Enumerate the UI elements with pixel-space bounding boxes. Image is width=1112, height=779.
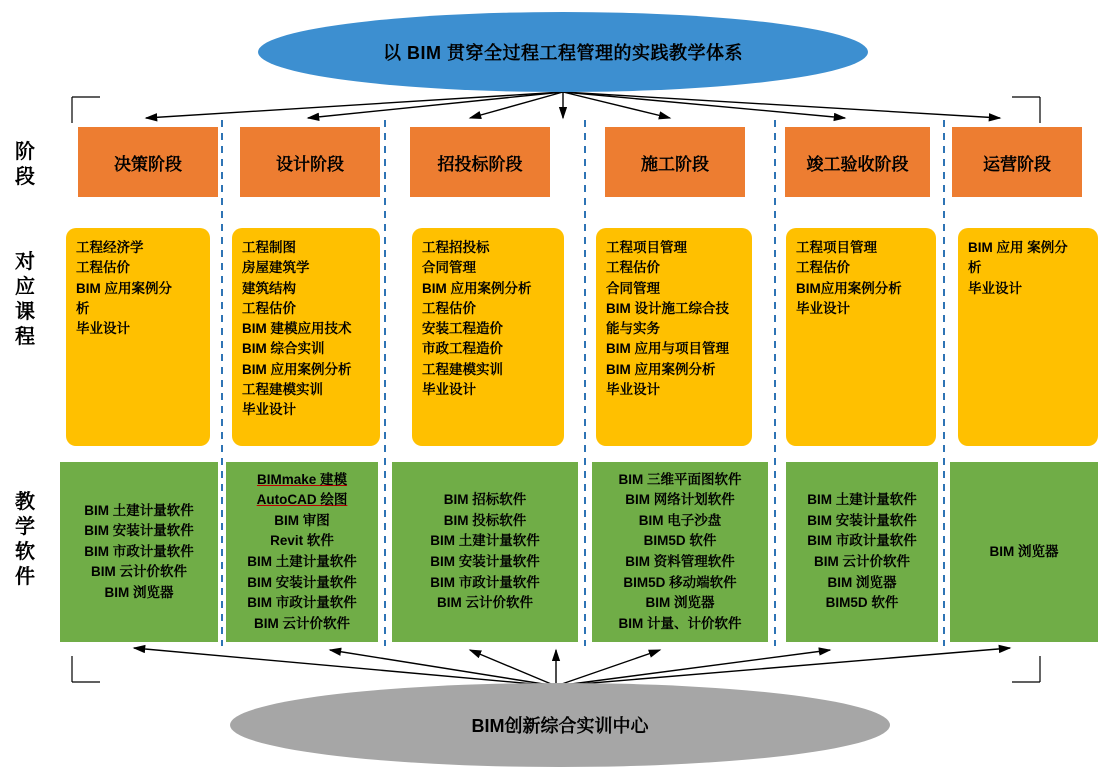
software-item: BIM 投标软件	[443, 512, 527, 528]
stage-box-3[interactable]	[410, 127, 550, 197]
software-item: BIM 土建计量软件	[807, 492, 917, 508]
software-item: BIM5D 移动端软件	[623, 574, 737, 590]
software-item: BIM 安装计量软件	[807, 512, 917, 528]
top-title-ellipse	[258, 12, 868, 92]
software-item: BIM 云计价软件	[91, 564, 187, 580]
course-item: 工程建模实训	[242, 381, 323, 397]
course-item: 工程项目管理	[796, 240, 877, 255]
software-item: BIM 浏览器	[104, 584, 174, 600]
software-box-3[interactable]	[392, 462, 578, 642]
course-item: 毕业设计	[796, 300, 850, 316]
row-label-software: 教 学 软 件	[15, 491, 35, 588]
course-item: 工程项目管理	[606, 240, 687, 255]
software-item: BIMmake 建模	[256, 471, 348, 487]
stage-box-2[interactable]	[240, 127, 380, 197]
course-item: 合同管理	[422, 260, 476, 276]
software-item: BIM 三维平面图软件	[618, 471, 742, 487]
row-label-course: 对 应 课 程	[15, 251, 35, 348]
row-label-stage: 阶 段	[15, 141, 35, 188]
software-item: BIM 市政计量软件	[807, 533, 917, 549]
stage-label: 运营阶段	[983, 154, 1051, 174]
course-item: 房屋建筑学	[242, 260, 310, 276]
course-box-5[interactable]	[786, 228, 936, 446]
top-title-text: 以 BIM 贯穿全过程工程管理的实践教学体系	[383, 43, 743, 63]
course-box-2[interactable]	[232, 228, 380, 446]
bottom-title-text: BIM创新综合实训中心	[471, 716, 649, 736]
software-item: BIM 土建计量软件	[84, 502, 194, 518]
software-item: BIM 土建计量软件	[430, 533, 540, 549]
software-item: BIM 浏览器	[989, 543, 1059, 559]
stage-box-6[interactable]	[952, 127, 1082, 197]
software-item: BIM 市政计量软件	[247, 595, 357, 611]
software-item: BIM 云计价软件	[437, 595, 533, 611]
software-item: BIM 安装计量软件	[84, 523, 194, 539]
stage-box-1[interactable]	[78, 127, 218, 197]
course-box-3[interactable]	[412, 228, 564, 446]
course-item: 安装工程造价	[422, 321, 503, 336]
software-item: BIM 浏览器	[827, 574, 897, 590]
course-box-4[interactable]	[596, 228, 752, 446]
stage-box-4[interactable]	[605, 127, 745, 197]
course-item: 毕业设计	[422, 381, 476, 397]
software-item: BIM5D 软件	[643, 533, 717, 549]
course-item: 建筑结构	[242, 280, 296, 296]
software-item: BIM 云计价软件	[254, 615, 350, 631]
stage-label: 施工阶段	[641, 154, 709, 174]
course-item: 市政工程造价	[422, 341, 503, 357]
software-item: BIM 计量、计价软件	[618, 615, 742, 631]
stage-label: 决策阶段	[114, 154, 182, 174]
course-item: 能与实务	[606, 321, 660, 336]
course-item: 工程招投标	[422, 240, 490, 255]
stage-box-5[interactable]	[785, 127, 930, 197]
course-item: BIM 综合实训	[242, 341, 325, 357]
course-item: BIM 应用与项目管理	[606, 341, 729, 357]
course-item: 工程估价	[242, 300, 296, 316]
software-item: Revit 软件	[270, 533, 334, 549]
course-item: BIM应用案例分析	[796, 280, 902, 296]
software-item: BIM5D 软件	[825, 595, 899, 611]
software-box-1[interactable]	[60, 462, 218, 642]
course-item: 析	[76, 300, 90, 316]
course-item: 毕业设计	[968, 280, 1022, 296]
software-box-2[interactable]	[226, 462, 378, 642]
software-item: BIM 资料管理软件	[625, 554, 735, 569]
software-item: BIM 浏览器	[645, 595, 715, 611]
course-item: 析	[968, 260, 982, 276]
software-item: BIM 安装计量软件	[247, 574, 357, 590]
stage-label: 招投标阶段	[437, 154, 523, 174]
course-item: BIM 应用案例分	[76, 280, 172, 296]
software-item: BIM 安装计量软件	[430, 554, 540, 569]
software-item: BIM 审图	[274, 512, 330, 528]
software-item: BIM 云计价软件	[814, 554, 910, 569]
software-item: BIM 招标软件	[443, 492, 527, 508]
stage-label: 设计阶段	[276, 154, 344, 174]
software-item: AutoCAD 绘图	[256, 492, 348, 508]
course-item: BIM 设计施工综合技	[606, 300, 729, 316]
course-item: 工程经济学	[76, 240, 144, 255]
course-item: BIM 应用案例分析	[422, 280, 532, 296]
software-box-4[interactable]	[592, 462, 768, 642]
software-item: BIM 市政计量软件	[430, 574, 540, 590]
course-item: BIM 应用案例分析	[242, 361, 352, 377]
course-item: 合同管理	[606, 280, 660, 296]
course-item: BIM 应用案例分析	[606, 361, 716, 377]
course-item: 工程估价	[796, 260, 850, 276]
course-item: 工程估价	[606, 260, 660, 276]
software-item: BIM 市政计量软件	[84, 543, 194, 559]
course-box-1[interactable]	[66, 228, 210, 446]
course-item: 工程建模实训	[422, 361, 503, 377]
software-item: BIM 土建计量软件	[247, 554, 357, 569]
course-item: 工程估价	[422, 300, 476, 316]
course-box-6[interactable]	[958, 228, 1098, 446]
course-item: BIM 应用 案例分	[968, 240, 1068, 255]
software-item: BIM 电子沙盘	[638, 512, 722, 528]
bottom-title-ellipse	[230, 683, 890, 767]
course-item: 工程制图	[242, 240, 296, 255]
course-item: 工程估价	[76, 260, 130, 276]
software-box-6[interactable]	[950, 462, 1098, 642]
software-item: BIM 网络计划软件	[625, 492, 735, 508]
software-box-5[interactable]	[786, 462, 938, 642]
course-item: 毕业设计	[606, 381, 660, 397]
course-item: 毕业设计	[242, 402, 296, 417]
course-item: 毕业设计	[76, 321, 130, 336]
stage-label: 竣工验收阶段	[806, 154, 909, 174]
course-item: BIM 建模应用技术	[242, 321, 352, 336]
